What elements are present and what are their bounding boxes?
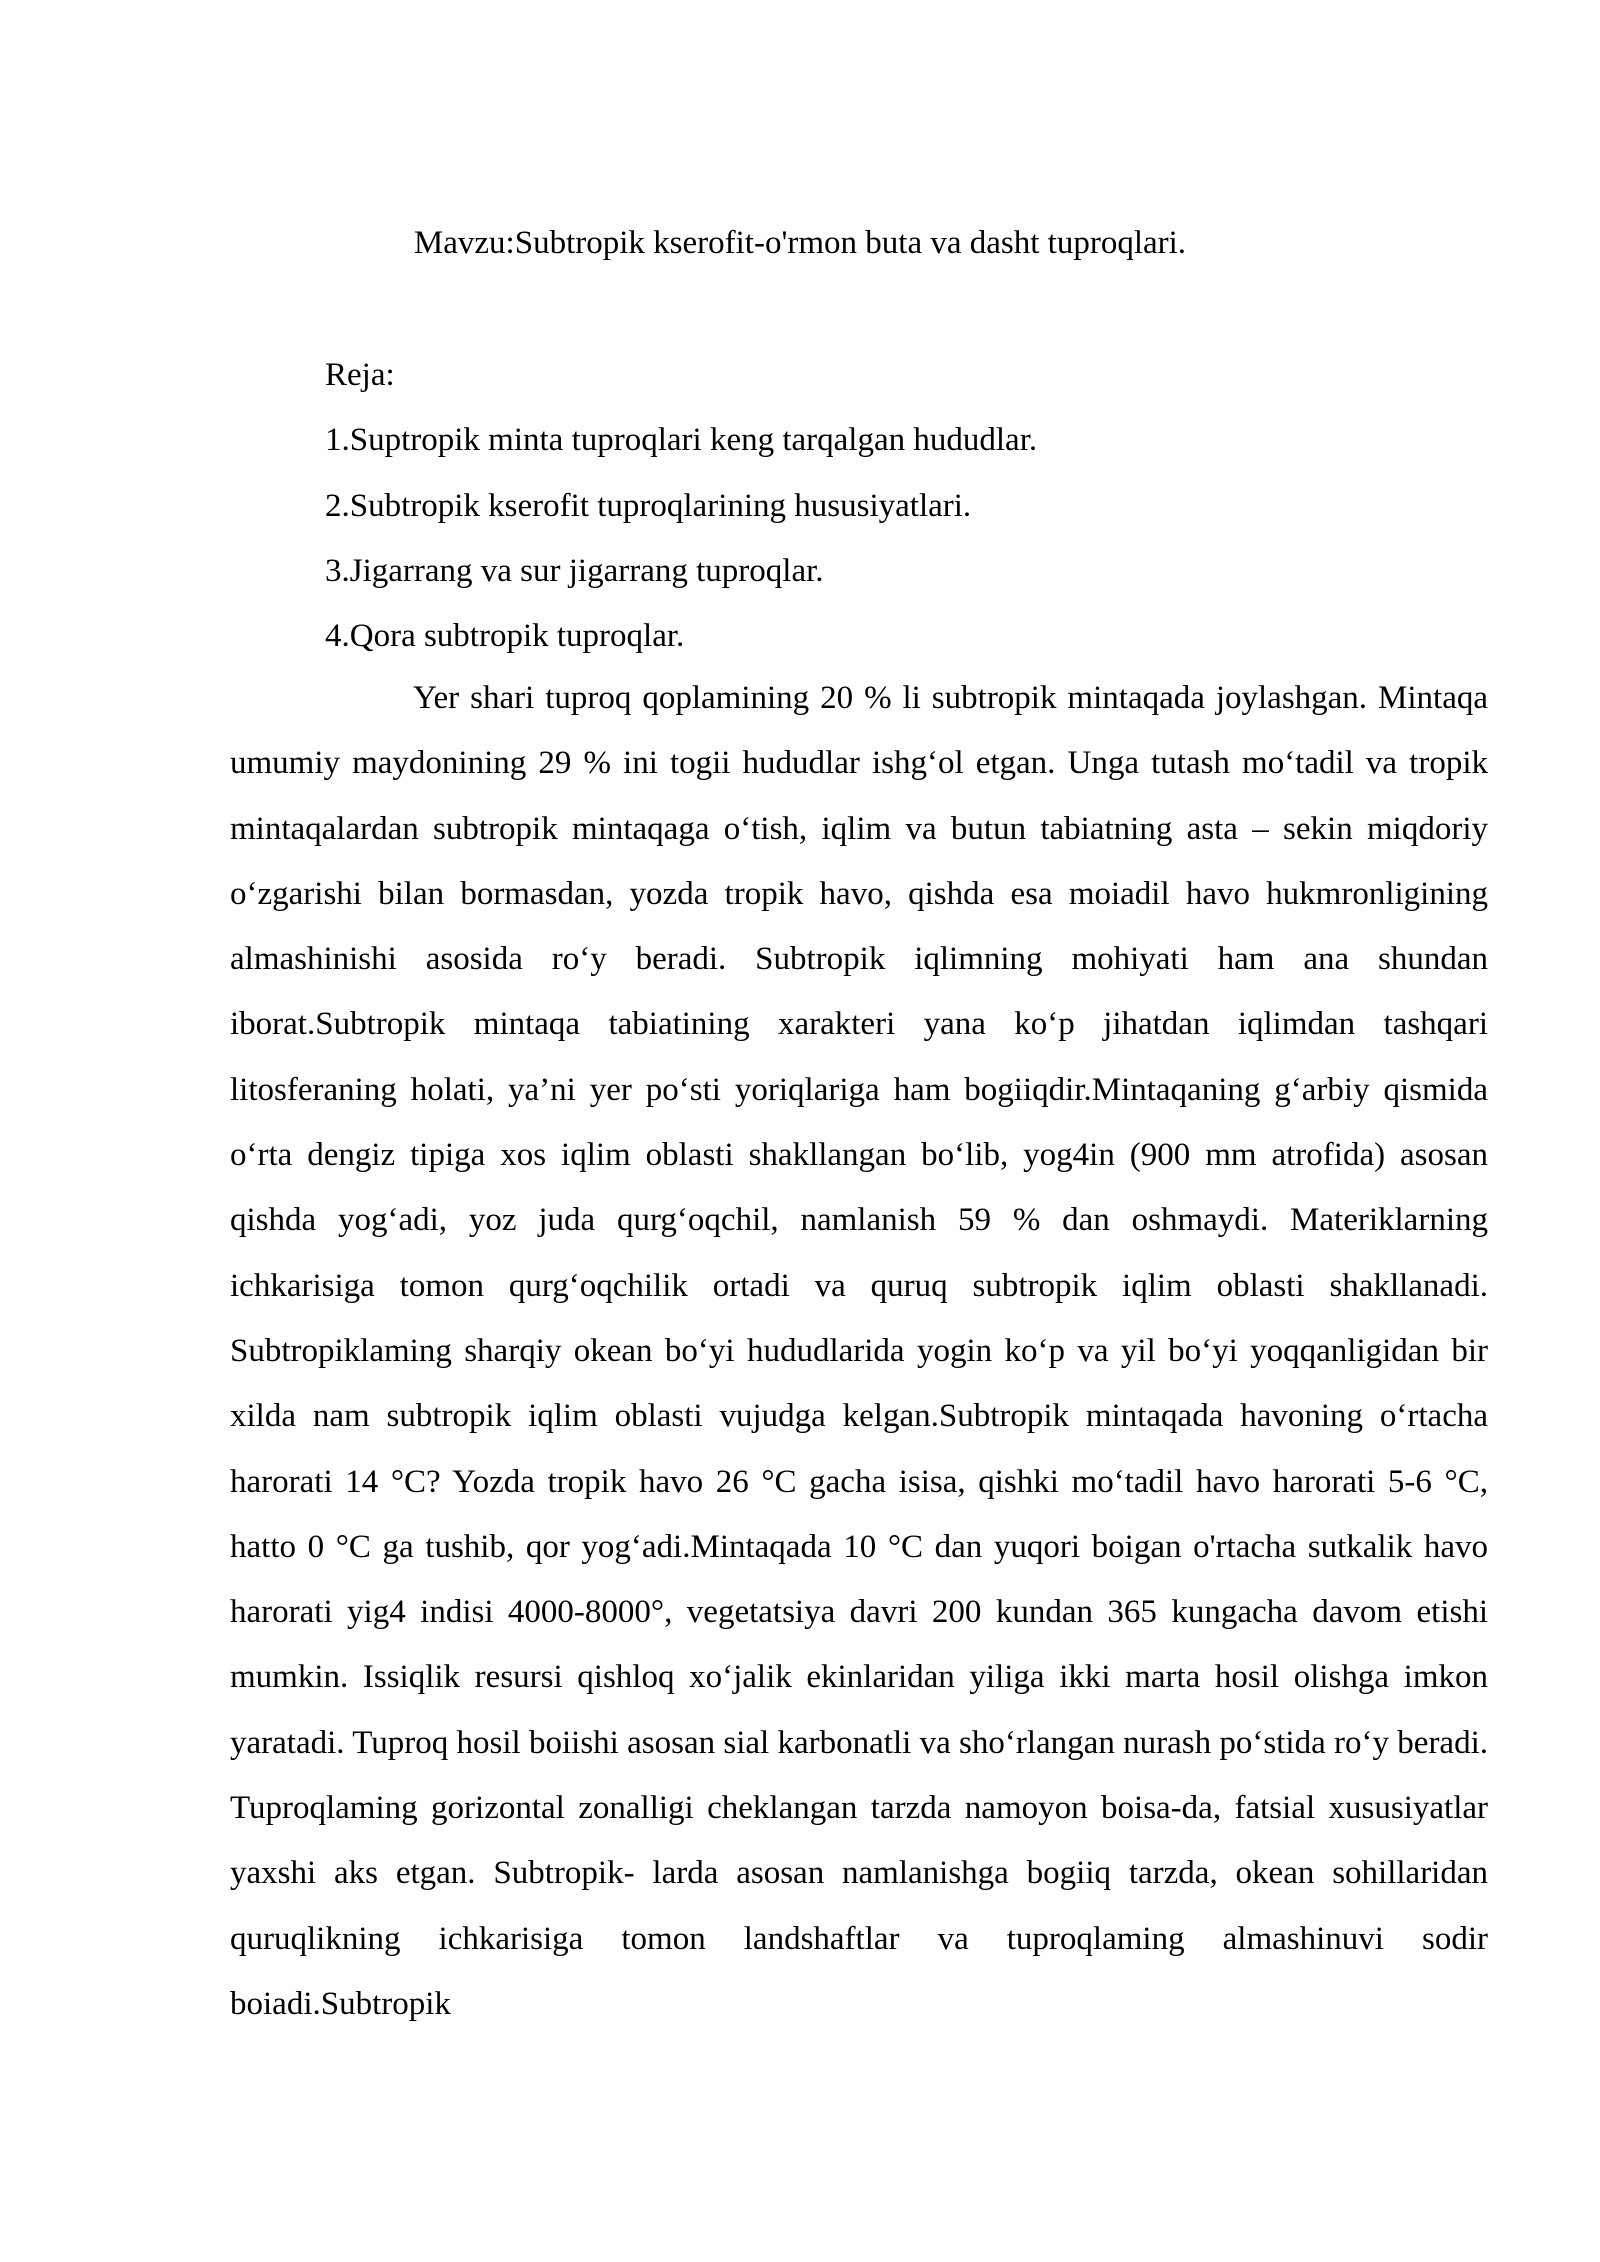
- document-title: Mavzu:Subtropik kserofit-o'rmon buta va dasht tuproqlari.: [413, 225, 1187, 261]
- plan-section: [325, 343, 1037, 669]
- body-text: [230, 666, 1488, 2037]
- plan-item-2: 2.Subtropik kserofit tuproqlarining hususiyatlari.: [325, 487, 972, 524]
- plan-item-3: 3.Jigarrang va sur jigarrang tuproqlar.: [325, 552, 824, 589]
- plan-heading: Reja:: [325, 357, 395, 393]
- plan-item-1: 1.Suptropik minta tuproqlari keng tarqalgan hududlar.: [325, 422, 1038, 459]
- body-paragraph: Yer shari tuproq qoplamining 20 % li subtropik mintaqada joylashgan. Mintaqa umumiy maydonining 29 % ini togii hududlar ishg‘ol etgan. Unga tutash mo‘tadil va tropik mintaqalardan subtropik mintaqaga o‘tish, iqlim va butun tabiatning asta – sekin miqdoriy o‘zgarishi bilan bormasdan, yozda tropik havo, qishda esa moiadil havo hukmronligining almashinishi asosida ro‘y beradi. Subtropik iqlimning mohiyati ham ana shundan iborat.Subtropik mintaqa tabiatining xarakteri yana ko‘p jihatdan iqlimdan tashqari litosferaning holati, ya’ni yer po‘sti yoriqlariga ham bogiiqdir.Mintaqaning g‘arbiy qismida o‘rta dengiz tipiga xos iqlim oblasti shakllangan bo‘lib, yog4in (900 mm atrofida) asosan qishda yog‘adi, yoz juda qurg‘oqchil, namlanish 59 % dan oshmaydi. Materiklarning ichkarisiga tomon qurg‘oqchilik ortadi va quruq subtropik iqlim oblasti shakllanadi. Subtropiklaming sharqiy okean bo‘yi hududlarida yogin ko‘p va yil bo‘yi yoqqanligidan bir xilda nam subtropik iqlim oblasti vujudga kelgan.Subtropik mintaqada havoning o‘rtacha harorati 14 °C? Yozda tropik havo 26 °C gacha isisa, qishki mo‘tadil havo harorati 5-6 °C, hatto 0 °C ga tushib, qor yog‘adi.Mintaqada 10 °C dan yuqori boigan o'rtacha sutkalik havo harorati yig4 indisi 4000-8000°, vegetatsiya davri 200 kundan 365 kungacha davom etishi mumkin. Issiqlik resursi qishloq xo‘jalik ekinlaridan yiliga ikki marta hosil olishga imkon yaratadi. Tuproq hosil boiishi asosan sial karbonatli va sho‘rlangan nurash po‘stida ro‘y beradi. Tuproqlaming gorizontal zonalligi cheklangan tarzda namoyon boisa-da, fatsial xususiyatlar yaxshi aks etgan. Subtropik- larda asosan namlanishga bogiiq tarzda, okean sohillaridan quruqlikning ichkarisiga tomon landshaftlar va tuproqlaming almashinuvi sodir boiadi.Subtropik: [230, 680, 1488, 2022]
- plan-item-4: 4.Qora subtropik tuproqlar.: [325, 618, 685, 655]
